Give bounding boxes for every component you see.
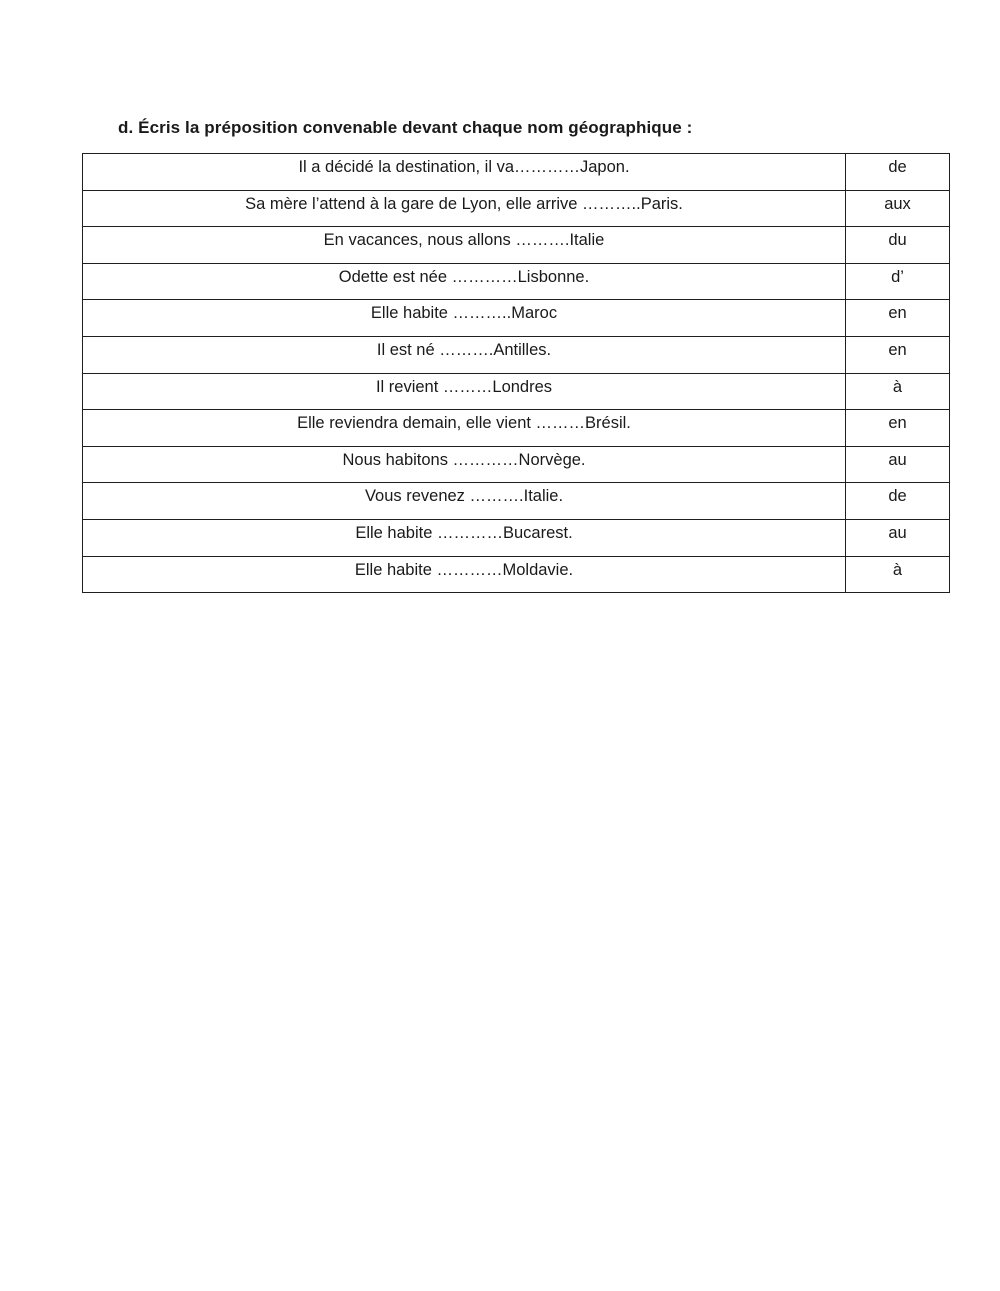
preposition-cell: à	[846, 373, 950, 410]
table-row	[83, 410, 950, 447]
table-row	[83, 446, 950, 483]
preposition-cell: en	[846, 300, 950, 337]
sentence-cell: En vacances, nous allons ……….Italie	[83, 227, 846, 264]
table-row	[83, 154, 950, 191]
sentence-cell: Sa mère l’attend à la gare de Lyon, elle arrive ………..Paris.	[83, 190, 846, 227]
preposition-cell: au	[846, 446, 950, 483]
table-row	[83, 373, 950, 410]
sentence-cell: Il a décidé la destination, il va…………Japon.	[83, 154, 846, 191]
sentence-cell: Il est né ……….Antilles.	[83, 336, 846, 373]
preposition-cell: aux	[846, 190, 950, 227]
preposition-cell: en	[846, 336, 950, 373]
sentence-cell: Il revient ………Londres	[83, 373, 846, 410]
preposition-cell: à	[846, 556, 950, 593]
table-row	[83, 556, 950, 593]
exercise-instruction: d. Écris la préposition convenable devant chaque nom géographique :	[118, 118, 693, 137]
preposition-cell: de	[846, 483, 950, 520]
sentence-cell: Elle habite …………Moldavie.	[83, 556, 846, 593]
table-row	[83, 336, 950, 373]
table-row	[83, 519, 950, 556]
table-row	[83, 190, 950, 227]
preposition-cell: d’	[846, 263, 950, 300]
table-row	[83, 227, 950, 264]
table-row	[83, 300, 950, 337]
exercise-table	[82, 153, 950, 593]
preposition-cell: au	[846, 519, 950, 556]
sentence-cell: Nous habitons …………Norvège.	[83, 446, 846, 483]
table-row	[83, 263, 950, 300]
sentence-cell: Elle reviendra demain, elle vient ………Brésil.	[83, 410, 846, 447]
sentence-cell: Elle habite …………Bucarest.	[83, 519, 846, 556]
table-row	[83, 483, 950, 520]
preposition-cell: de	[846, 154, 950, 191]
preposition-cell: du	[846, 227, 950, 264]
sentence-cell: Elle habite ………..Maroc	[83, 300, 846, 337]
sentence-cell: Odette est née …………Lisbonne.	[83, 263, 846, 300]
sentence-cell: Vous revenez ……….Italie.	[83, 483, 846, 520]
preposition-cell: en	[846, 410, 950, 447]
